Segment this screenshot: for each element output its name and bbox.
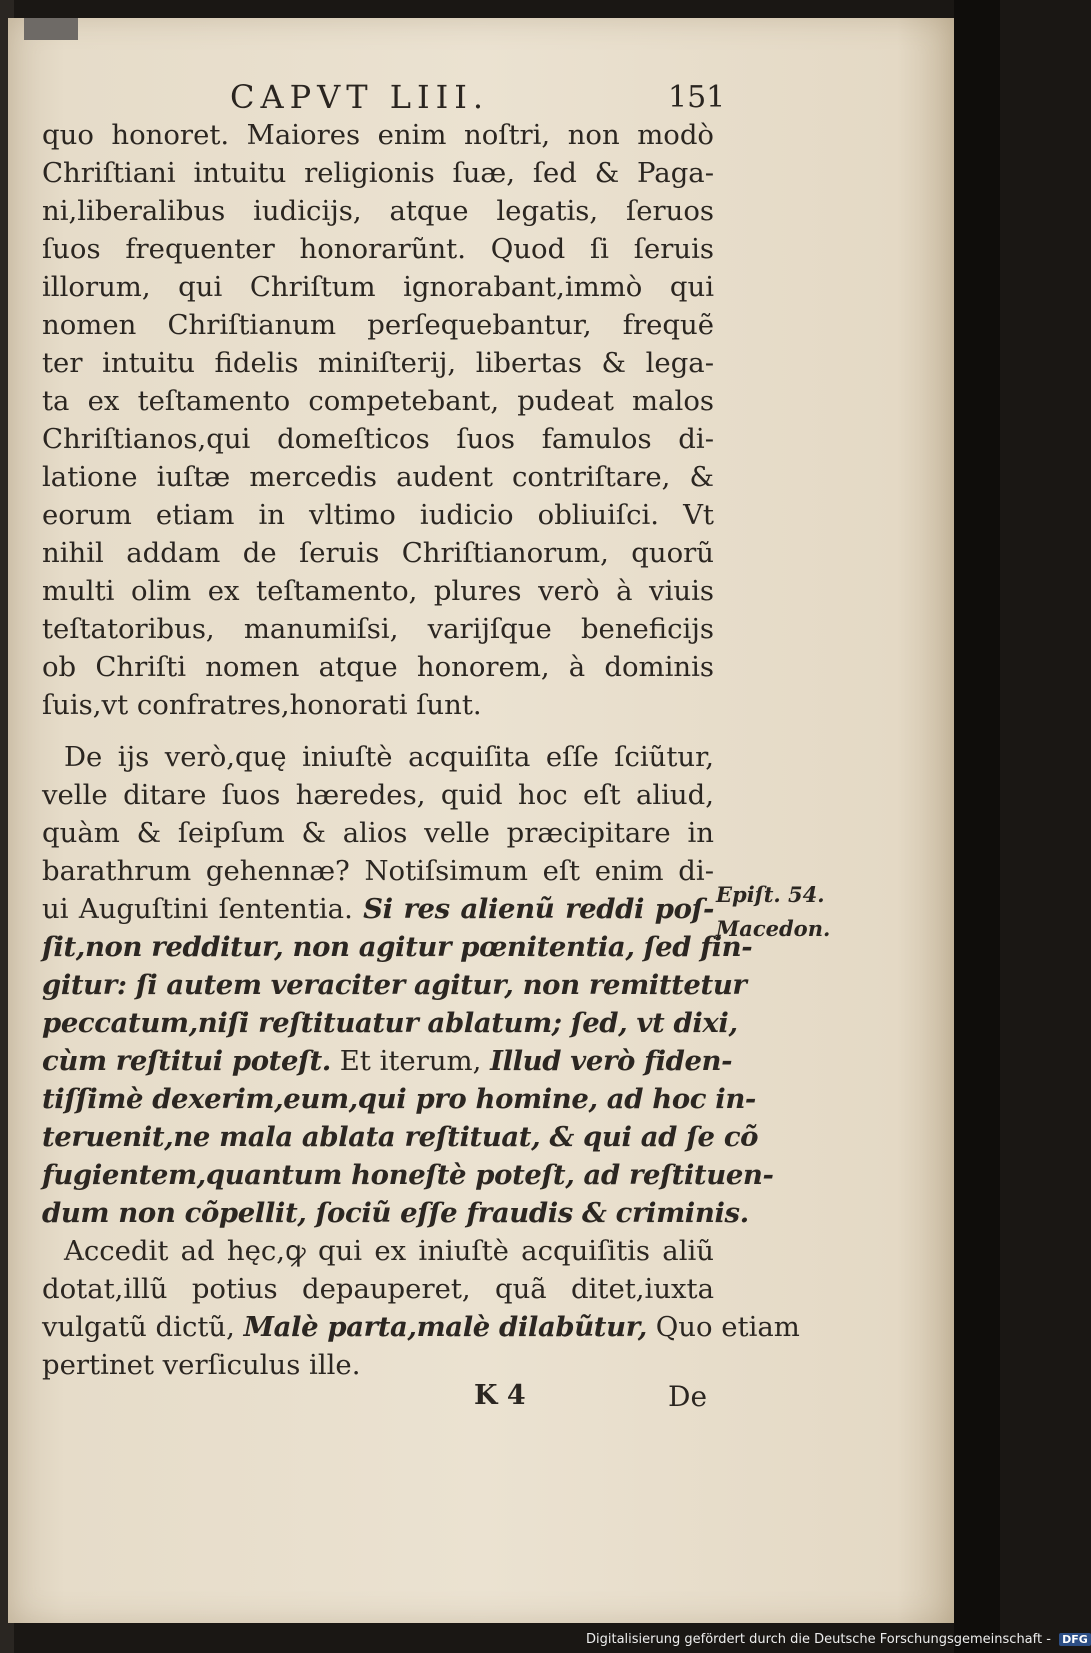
text-line <box>42 306 714 344</box>
running-head: CAPVT LIII. <box>230 78 490 116</box>
text-span: ni,liberalibus iudicijs, atque legatis, ſeruos <box>42 195 714 227</box>
text-line <box>42 458 714 496</box>
text-span: nomen Chriſtianum perſequebantur, frequẽ <box>42 309 714 341</box>
italic-quote: cùm reſtitui poteſt. <box>42 1045 331 1077</box>
italic-quote: dum non cõpellit, ſociũ eſſe fraudis & criminis. <box>42 1197 749 1229</box>
text-line <box>42 1118 759 1156</box>
italic-quote: Malè parta,malè dilabũtur, <box>243 1311 647 1343</box>
italic-quote: peccatum,niſi reſtituatur ablatum; ſed, vt dixi, <box>42 1007 738 1039</box>
italic-quote: ſit,non redditur, non agitur pœnitentia, ſed fin- <box>42 931 753 963</box>
binding-strip <box>24 18 78 40</box>
footer-text: Digitalisierung gefördert durch die Deutsche Forschungsgemeinschaft - <box>586 1632 1051 1647</box>
text-span: teſtatoribus, manumiſsi, varijſque beneficijs <box>42 613 714 645</box>
text-line <box>42 928 753 966</box>
marginal-note-line: Macedon. <box>716 916 831 941</box>
page-number: 151 <box>668 80 726 115</box>
dfg-logo: DFG <box>1059 1633 1091 1646</box>
text-span: Accedit ad hęc,ꝙ qui ex iniuſtè acquiſitis aliũ <box>64 1235 714 1267</box>
text-span: ui Auguſtini ſententia. <box>42 893 364 925</box>
scan-background-right <box>954 0 1000 1653</box>
text-line <box>42 1042 733 1080</box>
text-span: vulgatũ dictũ, <box>42 1311 244 1343</box>
text-line <box>42 852 714 890</box>
italic-quote: gitur: ſi autem veraciter agitur, non remittetur <box>42 969 747 1001</box>
text-line <box>42 382 714 420</box>
text-line <box>42 1156 774 1194</box>
text-line <box>42 1270 714 1308</box>
text-span: ſuis,vt confratres,honorati ſunt. <box>42 689 482 721</box>
italic-quote: Illud verò fiden- <box>490 1045 733 1077</box>
text-line <box>42 1308 800 1346</box>
text-span: ſuos frequenter honorarũnt. Quod ſi ſeruis <box>42 233 714 265</box>
text-span: ta ex teſtamento competebant, pudeat malos <box>42 385 714 417</box>
text-line <box>42 1232 714 1270</box>
text-line <box>42 572 714 610</box>
text-span: pertinet verſiculus ille. <box>42 1349 361 1381</box>
text-span: quo honoret. Maiores enim noſtri, non modò <box>42 119 714 151</box>
text-span: latione iuſtæ mercedis audent contriſtare, & <box>42 461 714 493</box>
text-span: Chriſtiani intuitu religionis ſuæ, ſed & Paga- <box>42 157 714 189</box>
text-span: dotat,illũ potius depauperet, quã ditet,iuxta <box>42 1273 714 1305</box>
italic-quote: tiſſimè dexerim,eum,qui pro homine, ad hoc in- <box>42 1083 756 1115</box>
text-span: Quo etiam <box>646 1311 800 1343</box>
text-line <box>42 496 714 534</box>
text-line <box>42 1346 714 1384</box>
text-span: multi olim ex teſtamento, plures verò à viuis <box>42 575 714 607</box>
text-line <box>42 420 714 458</box>
catchword: De <box>668 1380 708 1413</box>
text-span: illorum, qui Chriſtum ignorabant,immò qui <box>42 271 714 303</box>
text-span: velle ditare ſuos hæredes, quid hoc eſt aliud, <box>42 779 714 811</box>
italic-quote: teruenit,ne mala ablata reſtituat, & qui ad ſe cõ <box>42 1121 759 1153</box>
text-line <box>42 116 714 154</box>
text-line <box>42 738 714 776</box>
text-span: ob Chriſti nomen atque honorem, à dominis <box>42 651 714 683</box>
digitization-footer <box>586 1632 1091 1647</box>
text-line <box>42 1004 738 1042</box>
text-line <box>42 610 714 648</box>
text-line <box>42 966 747 1004</box>
text-line <box>42 686 714 724</box>
text-line <box>42 776 714 814</box>
text-line <box>42 344 714 382</box>
text-span: Et iterum, <box>330 1045 491 1077</box>
text-span: quàm & ſeipſum & alios velle præcipitare in <box>42 817 714 849</box>
marginal-note-line: Epiſt. 54. <box>716 882 825 907</box>
text-line <box>42 534 714 572</box>
text-line <box>42 1194 749 1232</box>
italic-quote: Si res alienũ reddi poſ- <box>363 893 714 925</box>
text-line <box>42 814 714 852</box>
text-line <box>42 1080 756 1118</box>
marginal-note <box>716 878 830 946</box>
text-line <box>42 230 714 268</box>
text-line <box>42 154 714 192</box>
text-line <box>42 890 714 928</box>
text-span: Chriſtianos,qui domeſticos ſuos famulos di- <box>42 423 714 455</box>
text-span: nihil addam de ſeruis Chriſtianorum, quorũ <box>42 537 714 569</box>
italic-quote: fugientem,quantum honeſtè poteſt, ad reſtituen- <box>42 1159 774 1191</box>
text-span: barathrum gehennæ? Notiſsimum eſt enim di- <box>42 855 714 887</box>
signature-mark: K 4 <box>474 1380 526 1411</box>
text-span: eorum etiam in vltimo iudicio obliuiſci. Vt <box>42 499 714 531</box>
text-span: ter intuitu fidelis miniſterij, libertas & lega- <box>42 347 714 379</box>
text-line <box>42 192 714 230</box>
text-line <box>42 648 714 686</box>
text-span: De ijs verò,quę iniuſtè acquiſita eſſe ſciũtur, <box>64 741 714 773</box>
text-line <box>42 268 714 306</box>
